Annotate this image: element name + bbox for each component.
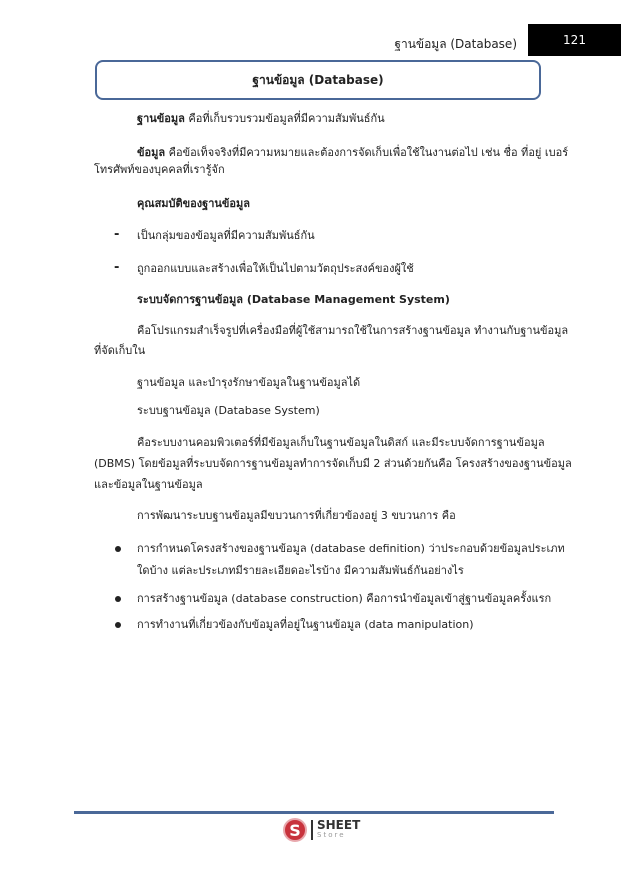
- bullet-dot: [115, 546, 121, 552]
- property-item: เป็นกลุ่มของข้อมูลที่มีความสัมพันธ์กัน: [137, 229, 315, 242]
- footer-divider: [74, 811, 554, 814]
- logo-divider: [311, 820, 313, 840]
- dbms-paragraph-cont: ฐานข้อมูล และบำรุงรักษาข้อมูลในฐานข้อมูลได้: [137, 376, 361, 389]
- page-number: 121: [528, 24, 621, 56]
- bullet-dot: [115, 596, 121, 602]
- step-item: การทำงานที่เกี่ยวข้องกับข้อมูลที่อยู่ในฐานข้อมูล (data manipulation): [137, 618, 474, 631]
- definition-term: ข้อมูล: [137, 146, 166, 159]
- dash-bullet: -: [114, 260, 120, 275]
- step-item: การกำหนดโครงสร้างของฐานข้อมูล (database definition) ว่าประกอบด้วยข้อมูลประเภท: [137, 542, 565, 555]
- step-item-cont: ใดบ้าง แต่ละประเภทมีรายละเอียดอะไรบ้าง มีความสัมพันธ์กันอย่างไร: [137, 564, 464, 577]
- definition-data-cont: โทรศัพท์ของบุคคลที่เรารู้จัก: [94, 163, 225, 176]
- bullet-dot: [115, 622, 121, 628]
- dbs-paragraph-cont: (DBMS) โดยข้อมูลที่ระบบจัดการฐานข้อมูลทำการจัดเก็บมี 2 ส่วนด้วยกันคือ โครงสร้างของฐานข้อมูล: [94, 457, 572, 470]
- logo-text: [317, 820, 360, 840]
- properties-heading: คุณสมบัติของฐานข้อมูล: [137, 197, 251, 210]
- definition-term: ฐานข้อมูล: [137, 112, 185, 125]
- dbms-paragraph-cont: ที่จัดเก็บใน: [94, 344, 146, 357]
- logo-sub-text: Store: [317, 831, 346, 839]
- logo-main-text: SHEET: [317, 818, 361, 832]
- sheet-store-logo: [283, 818, 360, 842]
- header-title: ฐานข้อมูล (Database): [394, 37, 517, 51]
- dbs-heading: ระบบฐานข้อมูล (Database System): [137, 404, 320, 417]
- definition-text: คือข้อเท็จจริงที่มีความหมายและต้องการจัดเก็บเพื่อใช้ในงานต่อไป เช่น ชื่อ ที่อยู่ เบอร์: [165, 146, 569, 159]
- dbs-paragraph-cont: และข้อมูลในฐานข้อมูล: [94, 478, 203, 491]
- step-item: การสร้างฐานข้อมูล (database construction) คือการนำข้อมูลเข้าสู่ฐานข้อมูลครั้งแรก: [137, 592, 552, 605]
- development-intro: การพัฒนาระบบฐานข้อมูลมีขบวนการที่เกี่ยวข้องอยู่ 3 ขบวนการ คือ: [137, 509, 456, 522]
- dbms-heading: ระบบจัดการฐานข้อมูล (Database Management System): [137, 293, 450, 306]
- section-title: ฐานข้อมูล (Database): [252, 72, 384, 87]
- property-item: ถูกออกแบบและสร้างเพื่อให้เป็นไปตามวัตถุประสงค์ของผู้ใช้: [137, 262, 414, 275]
- logo-s-icon: S: [283, 818, 307, 842]
- dash-bullet: -: [114, 227, 120, 242]
- section-title-box: [95, 60, 541, 100]
- dbms-paragraph: คือโปรแกรมสำเร็จรูปที่เครื่องมือที่ผู้ใช้สามารถใช้ในการสร้างฐานข้อมูล ทำงานกับฐานข้อมูล: [137, 324, 569, 337]
- definition-database: [137, 108, 385, 130]
- definition-text: คือที่เก็บรวบรวมข้อมูลที่มีความสัมพันธ์กัน: [184, 112, 385, 125]
- dbs-paragraph: คือระบบงานคอมพิวเตอร์ที่มีข้อมูลเก็บในฐานข้อมูลในดิสก์ และมีระบบจัดการฐานข้อมูล: [137, 436, 545, 449]
